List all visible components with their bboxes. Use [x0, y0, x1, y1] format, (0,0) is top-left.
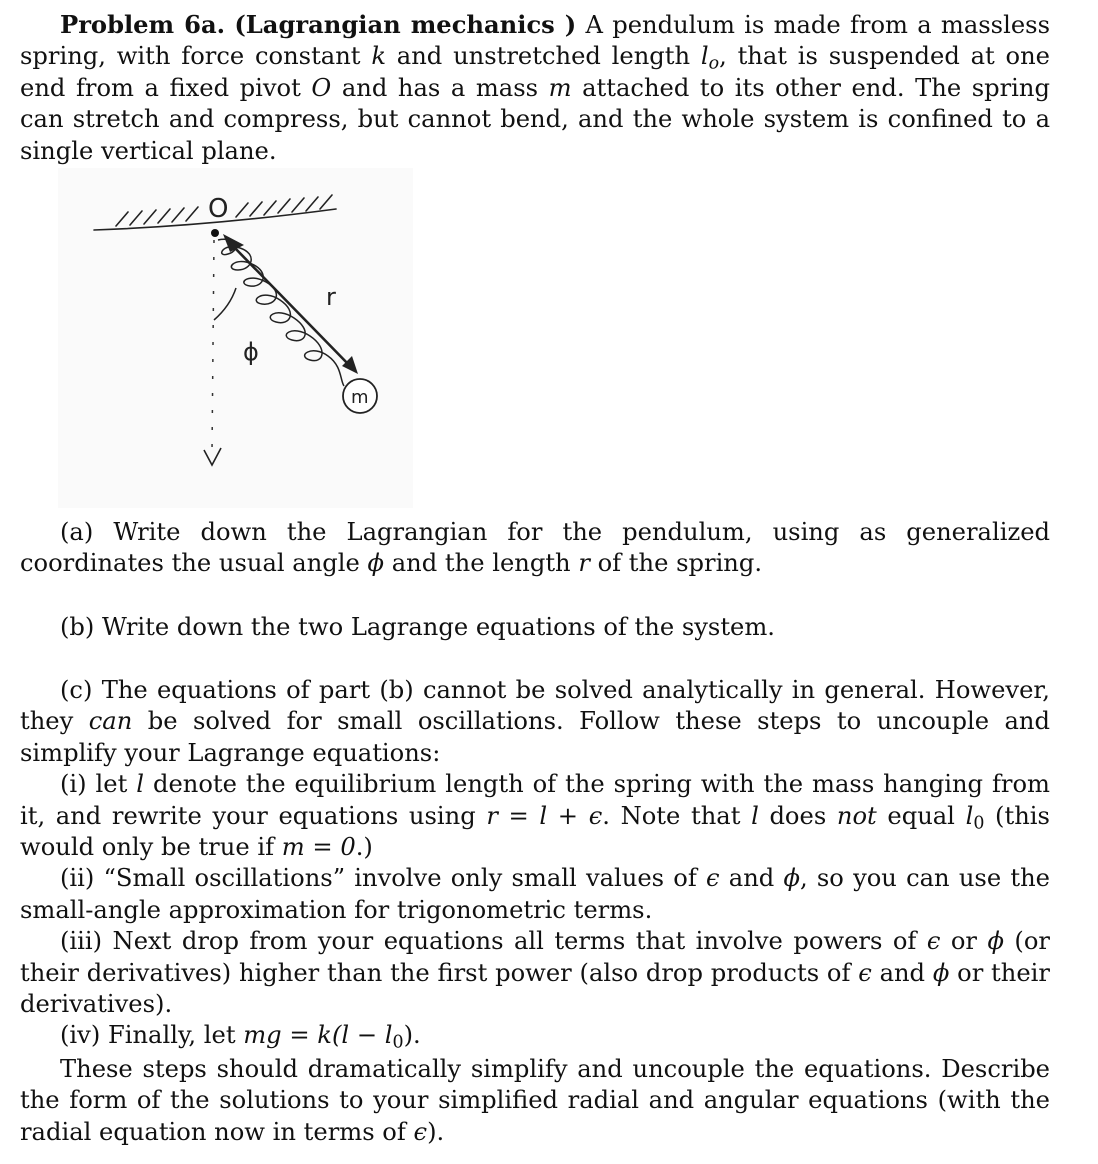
- pendulum-figure: [58, 168, 413, 508]
- var-m: m: [548, 73, 572, 102]
- step-iii: (iii) Next drop from your equations all terms that involve powers of ϵ or ϕ (or their derivatives) higher than the first power (also drop products of ϵ and ϕ or their derivatives).: [20, 927, 1050, 1019]
- part-a: (a) Write down the Lagrangian for the pendulum, using as generalized coordinates the usual angle ϕ and the length r of the spring.: [20, 518, 1050, 578]
- emph-not: not: [836, 801, 877, 830]
- eq-mg: mg = $k(l - l_0)$: [243, 1021, 414, 1053]
- closing-paragraph: These steps should dramatically simplify and uncouple the equations. Describe the form of the solutions to your simplified radial and angular equations (with the radial equation now in terms of ϵ).: [20, 1055, 1050, 1146]
- length-label: r: [326, 283, 336, 311]
- step-ii: (ii) “Small oscillations” involve only small values of ϵ and ϕ, so you can use the small-angle approximation for trigonometric terms.: [20, 864, 1050, 924]
- pendulum-diagram: [58, 168, 413, 508]
- problem-topic: (Lagrangian mechanics ): [234, 10, 577, 39]
- step-i: (i) let l denote the equilibrium length of the spring with the mass hanging from it, and rewrite your equations using r = l + ϵ. Note that l does not equal $l_0$ (this would only be true if m = 0.): [20, 770, 1050, 862]
- angle-label: ϕ: [243, 338, 259, 366]
- step-iv: (iv) Finally, let mg = $k(l - l_0)$.: [60, 1021, 421, 1053]
- problem-label: Problem 6a.: [60, 10, 226, 39]
- mass-label: m: [351, 387, 369, 408]
- pivot-label: O: [208, 194, 229, 224]
- part-c: [20, 675, 1050, 1052]
- var-phi: ϕ: [367, 549, 385, 578]
- var-r: r: [578, 549, 590, 578]
- eq-m-zero: m = 0: [281, 833, 356, 862]
- emph-can: can: [88, 707, 133, 736]
- pivot-dot: [211, 229, 219, 237]
- part-b: (b) Write down the two Lagrange equations of the system.: [60, 613, 775, 641]
- part-c-intro: (c) The equations of part (b) cannot be solved analytically in general. However, they can be solved for small oscillations. Follow these steps to uncouple and simplify your Lagrange equations:: [20, 676, 1050, 767]
- var-l0: $l_o$: [700, 42, 720, 74]
- problem-statement: Problem 6a. (Lagrangian mechanics ) A pendulum is made from a massless spring, with force constant k and unstretched length $l_o$, that is suspended at one end from a fixed pivot O and has a mass m attached to its other end. The spring can stretch and compress, but cannot bend, and the whole system is confined to a single vertical plane.: [20, 10, 1050, 165]
- var-O: O: [311, 73, 332, 102]
- var-k: k: [371, 42, 386, 71]
- eq-r-l-eps: r = l + ϵ: [486, 801, 603, 830]
- figure-background: [58, 168, 413, 508]
